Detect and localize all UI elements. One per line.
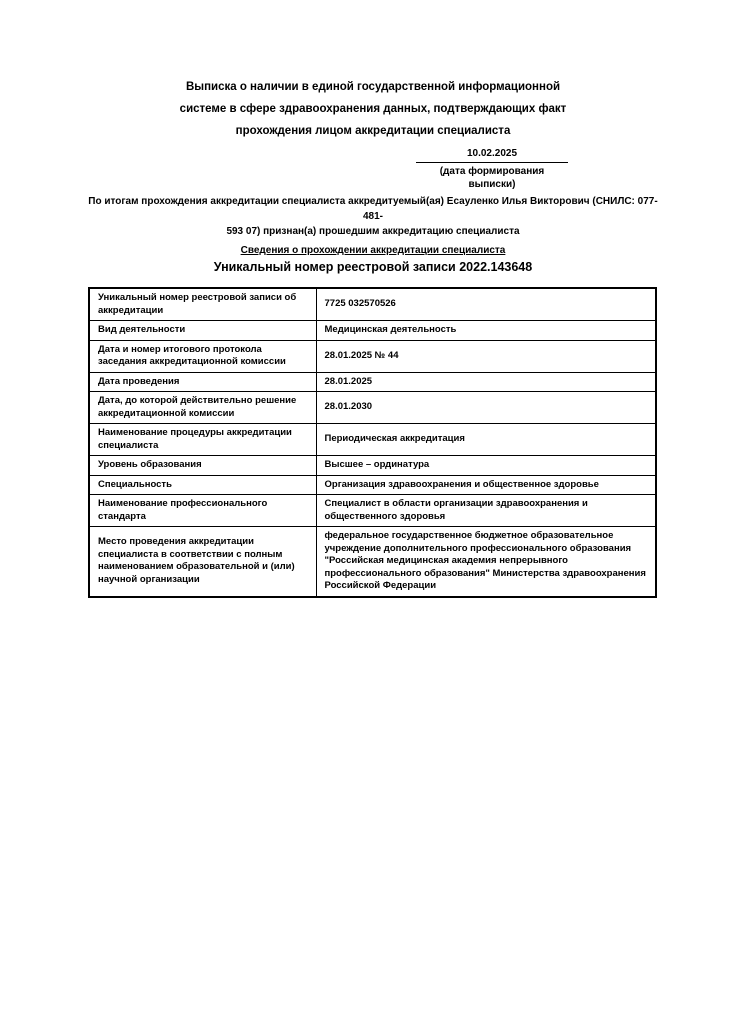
row-label: Наименование профессионального стандарта	[89, 495, 316, 527]
table-row	[89, 288, 656, 321]
page-title-line: системе в сфере здравоохранения данных, подтверждающих факт	[179, 103, 567, 115]
summary-text-line: По итогам прохождения аккредитации специалиста аккредитуемый(ая) Есауленко Илья Викторович (СНИЛС: 077-481-	[88, 196, 658, 222]
row-label: Уровень образования	[89, 456, 316, 476]
row-value: Периодическая аккредитация	[316, 424, 656, 456]
page-title-line: Выписка о наличии в единой государственной информационной	[185, 81, 561, 93]
table-row	[89, 340, 656, 372]
table-row	[89, 424, 656, 456]
section-heading: Сведения о прохождении аккредитации специалиста	[240, 245, 506, 256]
row-label: Наименование процедуры аккредитации специалиста	[89, 424, 316, 456]
table-row	[89, 392, 656, 424]
row-value: Специалист в области организации здравоохранения и общественного здоровья	[316, 495, 656, 527]
row-label: Дата и номер итогового протокола заседания аккредитационной комиссии	[89, 340, 316, 372]
row-label: Специальность	[89, 475, 316, 495]
formation-date-block	[416, 147, 568, 191]
row-label: Уникальный номер реестровой записи об аккредитации	[89, 288, 316, 321]
row-label: Дата проведения	[89, 372, 316, 392]
row-value: 28.01.2025	[316, 372, 656, 392]
row-label: Место проведения аккредитации специалиста в соответствии с полным наименованием образовательной и (или) научной организации	[89, 527, 316, 597]
table-row	[89, 372, 656, 392]
table-row	[89, 475, 656, 495]
table-row	[89, 527, 656, 597]
row-value: 7725 032570526	[316, 288, 656, 321]
row-value: Высшее – ординатура	[316, 456, 656, 476]
table-row	[89, 321, 656, 341]
summary-text	[85, 194, 661, 239]
page-title	[0, 76, 746, 142]
row-value: Медицинская деятельность	[316, 321, 656, 341]
formation-date-caption: (дата формирования выписки)	[439, 166, 545, 190]
row-value: 28.01.2030	[316, 392, 656, 424]
row-value: 28.01.2025 № 44	[316, 340, 656, 372]
registry-number-heading: Уникальный номер реестровой записи 2022.143648	[213, 260, 533, 274]
formation-date: 10.02.2025	[416, 147, 568, 163]
accreditation-table	[88, 287, 657, 598]
row-label: Дата, до которой действительно решение аккредитационной комиссии	[89, 392, 316, 424]
page-title-line: прохождения лицом аккредитации специалиста	[235, 125, 511, 137]
table-row	[89, 456, 656, 476]
row-value: Организация здравоохранения и общественное здоровье	[316, 475, 656, 495]
row-label: Вид деятельности	[89, 321, 316, 341]
summary-text-line: 593 07) признан(а) прошедшим аккредитацию специалиста	[226, 226, 520, 237]
table-row	[89, 495, 656, 527]
row-value: федеральное государственное бюджетное образовательное учреждение дополнительного профессионального образования "Российская медицинская академия непрерывного профессионального образования" Министерства здравоохранения Российской Федерации	[316, 527, 656, 597]
